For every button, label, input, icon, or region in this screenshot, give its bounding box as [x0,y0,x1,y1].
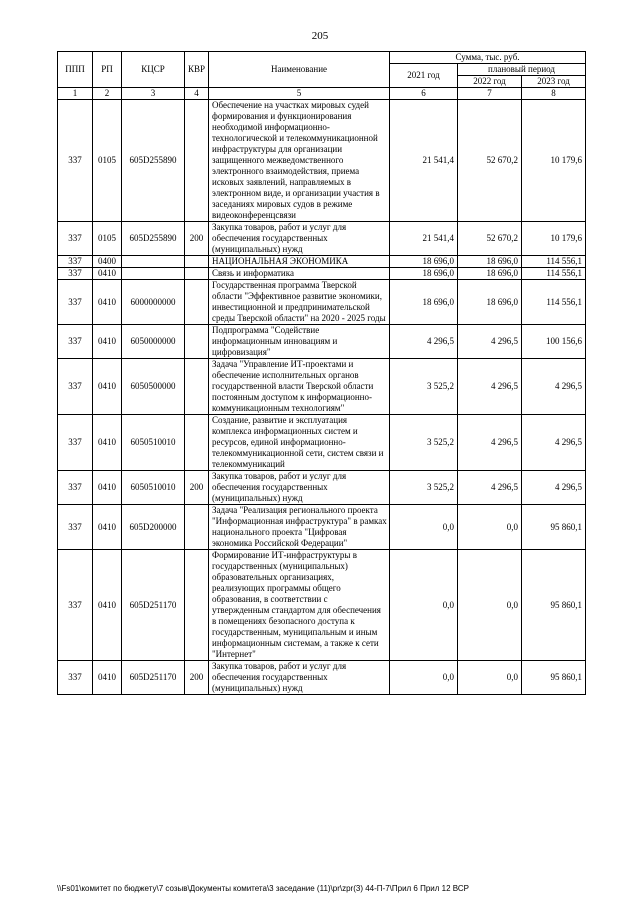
cell-kvr [185,550,209,661]
cell-kcsr: 6050500000 [122,359,185,415]
cell-ppp: 337 [58,256,93,268]
cell-rp: 0410 [93,471,122,505]
cell-ppp: 337 [58,222,93,256]
header-name: Наименование [209,52,390,88]
cell-name: Подпрограмма "Содействие информационным инновациям и цифровизация" [209,325,390,359]
cell-rp: 0410 [93,505,122,550]
cell-2022: 52 670,2 [458,100,522,222]
cell-2022: 18 696,0 [458,256,522,268]
cell-rp: 0105 [93,100,122,222]
cell-kvr [185,415,209,471]
cell-kcsr: 6000000000 [122,280,185,325]
column-numbers-row [58,88,586,100]
cell-2021: 4 296,5 [390,325,458,359]
cell-2023: 95 860,1 [522,661,586,695]
cell-kcsr [122,268,185,280]
cell-name: Создание, развитие и эксплуатация комплекса информационных систем и ресурсов, единой информационно-телекоммуникационной сети, систем связи и телекоммуникаций [209,415,390,471]
cell-2023: 95 860,1 [522,550,586,661]
file-path-footer: \\Fs01\комитет по бюджету\7 созыв\Документы комитета\3 заседание (11)\pr\zpr(3) 44-П-7\Прил 6 Прил 12 ВСР [57,884,469,893]
cell-2023: 95 860,1 [522,505,586,550]
cell-kcsr: 605D255890 [122,222,185,256]
cell-2023: 10 179,6 [522,100,586,222]
table-row [58,505,586,550]
cell-2021: 21 541,4 [390,222,458,256]
cell-kvr [185,505,209,550]
header-plan-period: плановый период [458,64,586,76]
cell-2023: 114 556,1 [522,256,586,268]
cell-rp: 0410 [93,280,122,325]
cell-kvr [185,268,209,280]
cell-2021: 3 525,2 [390,359,458,415]
cell-kcsr: 605D200000 [122,505,185,550]
header-sum: Сумма, тыс. руб. [390,52,586,64]
header-year-2021: 2021 год [390,64,458,88]
cell-rp: 0410 [93,359,122,415]
cell-kcsr: 605D251170 [122,550,185,661]
cell-2022: 18 696,0 [458,268,522,280]
cell-rp: 0105 [93,222,122,256]
cell-kvr [185,359,209,415]
cell-name: Задача "Управление ИТ-проектами и обеспечение исполнительных органов государственной власти Тверской области постоянным доступом к информационно-коммуникационным технологиям" [209,359,390,415]
cell-2022: 0,0 [458,661,522,695]
cell-kcsr [122,256,185,268]
cell-rp: 0410 [93,415,122,471]
cell-kvr [185,100,209,222]
cell-2022: 0,0 [458,505,522,550]
cell-name: Формирование ИТ-инфраструктуры в государственных (муниципальных) образовательных организациях, реализующих программы общего образования, в соответствии с утвержденным стандартом для обеспечения в помещениях безопасного доступа к государственным, муниципальным и иным информационным системам, а также к сети "Интернет" [209,550,390,661]
cell-name: НАЦИОНАЛЬНАЯ ЭКОНОМИКА [209,256,390,268]
cell-2022: 0,0 [458,550,522,661]
cell-2023: 4 296,5 [522,471,586,505]
cell-kcsr: 6050510010 [122,471,185,505]
cell-ppp: 337 [58,268,93,280]
table-row [58,471,586,505]
header-kcsr: КЦСР [122,52,185,88]
cell-2023: 10 179,6 [522,222,586,256]
cell-2022: 4 296,5 [458,325,522,359]
column-number: 7 [458,88,522,100]
cell-kvr: 200 [185,661,209,695]
column-number: 6 [390,88,458,100]
cell-name: Связь и информатика [209,268,390,280]
cell-rp: 0410 [93,325,122,359]
column-number: 3 [122,88,185,100]
cell-kcsr: 6050510010 [122,415,185,471]
cell-2021: 0,0 [390,550,458,661]
cell-2021: 3 525,2 [390,415,458,471]
cell-2022: 4 296,5 [458,471,522,505]
cell-kvr: 200 [185,471,209,505]
cell-2021: 0,0 [390,661,458,695]
cell-2023: 114 556,1 [522,268,586,280]
budget-table [57,51,586,695]
cell-2021: 0,0 [390,505,458,550]
header-ppp: ППП [58,52,93,88]
cell-2022: 18 696,0 [458,280,522,325]
cell-ppp: 337 [58,550,93,661]
cell-ppp: 337 [58,661,93,695]
header-year-2022: 2022 год [458,76,522,88]
table-row [58,256,586,268]
column-number: 4 [185,88,209,100]
cell-kcsr: 605D255890 [122,100,185,222]
cell-name: Закупка товаров, работ и услуг для обеспечения государственных (муниципальных) нужд [209,661,390,695]
cell-2023: 4 296,5 [522,359,586,415]
cell-ppp: 337 [58,325,93,359]
table-row [58,415,586,471]
cell-kcsr: 605D251170 [122,661,185,695]
table-row [58,280,586,325]
cell-2021: 18 696,0 [390,256,458,268]
cell-2022: 52 670,2 [458,222,522,256]
cell-ppp: 337 [58,359,93,415]
cell-kvr [185,256,209,268]
cell-kcsr: 6050000000 [122,325,185,359]
column-number: 1 [58,88,93,100]
table-row [58,222,586,256]
cell-name: Обеспечение на участках мировых судей формирования и функционирования необходимой информационно-технологической и телекоммуникационной инфраструктуры для организации защищенного межведомственного электронного взаимодействия, приема исковых заявлений, направляемых в электронном виде, и организации участия в заседаниях мировых судов в режиме видеоконференцсвязи [209,100,390,222]
page-number: 205 [311,30,329,42]
cell-ppp: 337 [58,471,93,505]
budget-table-body [58,100,586,695]
table-row [58,359,586,415]
cell-rp: 0400 [93,256,122,268]
header-kvr: КВР [185,52,209,88]
cell-kvr [185,280,209,325]
table-row [58,325,586,359]
cell-2021: 18 696,0 [390,268,458,280]
cell-2021: 18 696,0 [390,280,458,325]
cell-name: Государственная программа Тверской области "Эффективное развитие экономики, инвестиционной и предпринимательской среды Тверской области" на 2020 - 2025 годы [209,280,390,325]
header-rp: РП [93,52,122,88]
cell-rp: 0410 [93,268,122,280]
header-year-2023: 2023 год [522,76,586,88]
column-number: 8 [522,88,586,100]
cell-ppp: 337 [58,505,93,550]
cell-kvr: 200 [185,222,209,256]
cell-name: Задача "Реализация регионального проекта "Информационная инфраструктура" в рамках национального проекта "Цифровая экономика Российской Федерации" [209,505,390,550]
cell-name: Закупка товаров, работ и услуг для обеспечения государственных (муниципальных) нужд [209,222,390,256]
cell-kvr [185,325,209,359]
cell-2021: 21 541,4 [390,100,458,222]
cell-rp: 0410 [93,550,122,661]
cell-2022: 4 296,5 [458,359,522,415]
cell-ppp: 337 [58,415,93,471]
column-number: 2 [93,88,122,100]
cell-2022: 4 296,5 [458,415,522,471]
cell-2023: 100 156,6 [522,325,586,359]
cell-ppp: 337 [58,100,93,222]
cell-ppp: 337 [58,280,93,325]
table-row [58,100,586,222]
table-row [58,550,586,661]
table-row [58,268,586,280]
column-number: 5 [209,88,390,100]
cell-2021: 3 525,2 [390,471,458,505]
cell-2023: 114 556,1 [522,280,586,325]
cell-name: Закупка товаров, работ и услуг для обеспечения государственных (муниципальных) нужд [209,471,390,505]
cell-rp: 0410 [93,661,122,695]
table-row [58,661,586,695]
cell-2023: 4 296,5 [522,415,586,471]
